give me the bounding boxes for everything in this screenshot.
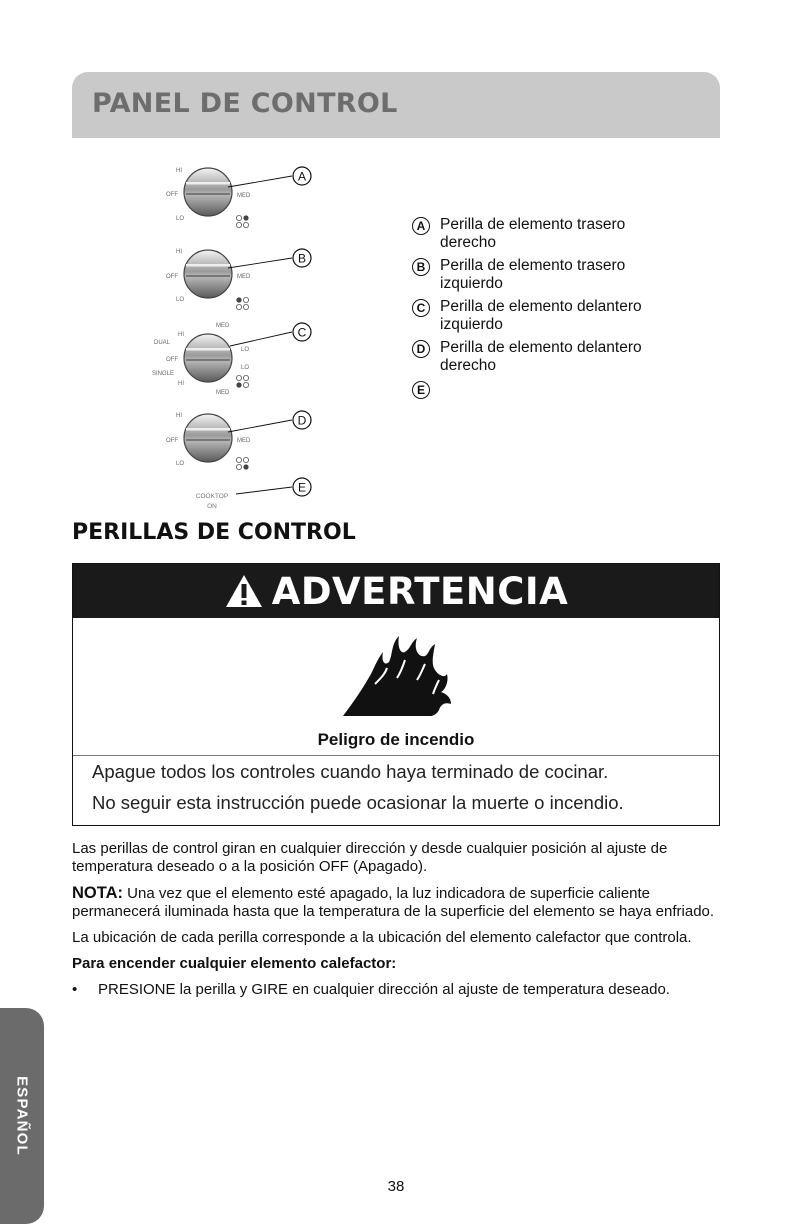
list-item-text: PRESIONE la perilla y GIRE en cualquier dirección al ajuste de temperatura deseado. (98, 981, 670, 998)
burner-indicator-icon (236, 375, 248, 387)
paragraph-knobs-rotate: Las perillas de control giran en cualquier dirección y desde cualquier posición al ajuste de temperatura deseado o a la posición OFF (Apagado). (72, 840, 668, 875)
warning-triangle-icon (224, 573, 264, 609)
knob-legend (412, 216, 712, 404)
legend-letter: C (412, 299, 430, 317)
legend-text: Perilla de elemento trasero derecho (440, 216, 626, 251)
knob-c-label-med-top: MED (216, 323, 230, 329)
bullet-icon: • (72, 981, 78, 998)
knob-a-label-hi: HI (176, 168, 182, 174)
legend-letter: A (412, 217, 430, 235)
knob-a-label-med: MED (237, 193, 251, 199)
knob-b-label-hi: HI (176, 249, 182, 255)
knob-a (166, 167, 311, 228)
page-title: PANEL DE CONTROL (92, 88, 398, 119)
knob-d-label-hi: HI (176, 413, 182, 419)
knob-c-label-lo-bottom: LO (241, 365, 250, 371)
warning-header (73, 564, 719, 618)
knob-c-label-single: SINGLE (152, 371, 175, 377)
knob-c (152, 323, 311, 396)
nota-label: NOTA: (72, 884, 124, 902)
knob-c-label-med-bottom: MED (216, 390, 230, 396)
callout-a: A (297, 169, 307, 184)
knob-c-label-lo-top: LO (241, 347, 250, 353)
knob-b (166, 249, 311, 310)
warning-heading: ADVERTENCIA (271, 569, 569, 613)
callout-b: B (297, 251, 307, 266)
burner-indicator-icon (236, 457, 248, 469)
legend-item-e (412, 380, 712, 399)
knob-b-label-lo: LO (176, 297, 185, 303)
burner-indicator-icon (236, 297, 248, 309)
legend-item-c (412, 298, 712, 334)
on-label: ON (207, 503, 217, 510)
knob-d-label-lo: LO (176, 461, 185, 467)
paragraph-nota (72, 884, 720, 921)
legend-letter: E (412, 381, 430, 399)
knob-d-label-med: MED (237, 438, 251, 444)
callout-d: D (297, 413, 307, 428)
knob-a-label-lo: LO (176, 216, 185, 222)
nota-text: Una vez que el elemento esté apagado, la luz indicadora de superficie caliente permanecerá iluminada hasta que la temperatura de la superficie del elemento se haya enfriado. (72, 885, 715, 920)
legend-letter: B (412, 258, 430, 276)
knob-c-label-dual: DUAL (154, 340, 171, 346)
page-number: 38 (387, 1178, 405, 1195)
legend-item-d (412, 339, 712, 375)
legend-letter: D (412, 340, 430, 358)
callout-e: E (297, 480, 307, 495)
hazard-title: Peligro de incendio (317, 730, 475, 749)
language-label: ESPAÑOL (13, 1076, 31, 1156)
knob-d-label-off: OFF (166, 438, 178, 444)
instruction-heading: Para encender cualquier elemento calefactor: (72, 955, 397, 972)
callout-c: C (297, 325, 307, 340)
knob-b-label-off: OFF (166, 274, 178, 280)
section-title: PERILLAS DE CONTROL (72, 520, 356, 545)
knob-c-label-hi-bottom: HI (178, 381, 184, 387)
list-item (72, 981, 720, 999)
warning-line-1: Apague todos los controles cuando haya terminado de cocinar. (92, 761, 609, 782)
control-knobs-diagram (150, 160, 330, 520)
fire-hazard-icon (341, 634, 453, 718)
knob-b-label-med: MED (237, 274, 251, 280)
cooktop-label: COOKTOP (195, 493, 229, 500)
knob-a-label-off: OFF (166, 192, 178, 198)
legend-text: Perilla de elemento delantero derecho (440, 339, 642, 374)
warning-box (72, 563, 720, 826)
knob-c-label-hi-top: HI (178, 332, 184, 338)
burner-indicator-icon (236, 215, 248, 227)
cooktop-on-indicator (196, 478, 311, 510)
warning-divider (73, 755, 719, 756)
legend-item-a (412, 216, 712, 252)
legend-text: Perilla de elemento delantero izquierdo (440, 298, 642, 333)
knob-c-label-off: OFF (166, 357, 178, 363)
legend-text: Perilla de elemento trasero izquierdo (440, 257, 626, 292)
section-header-bar (72, 72, 720, 138)
warning-line-2: No seguir esta instrucción puede ocasionar la muerte o incendio. (92, 792, 624, 813)
body-text (72, 840, 720, 999)
legend-item-b (412, 257, 712, 293)
knob-d (166, 411, 311, 470)
paragraph-knob-location: La ubicación de cada perilla corresponde a la ubicación del elemento calefactor que controla. (72, 929, 692, 946)
